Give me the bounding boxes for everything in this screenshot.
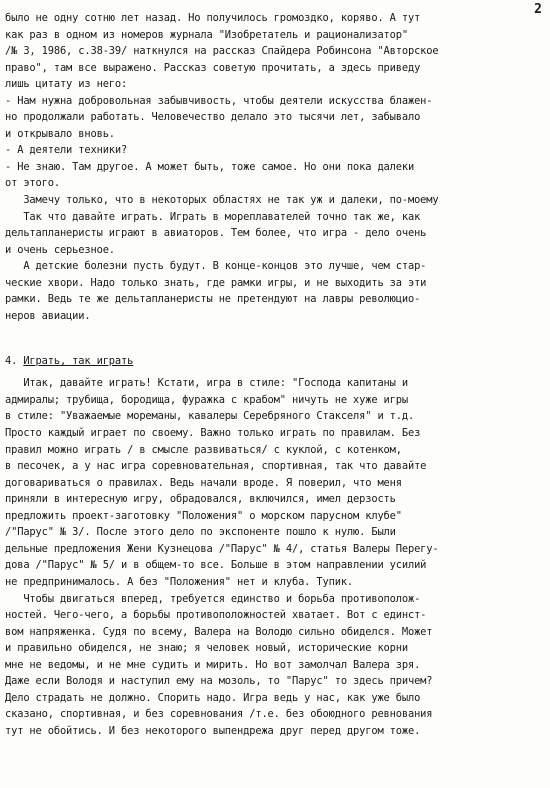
text-line: и открывало вновь. bbox=[5, 127, 115, 140]
text-line: но продолжали работать. Человечество делало это тысячи лет, забывало bbox=[5, 111, 421, 124]
text-line: тут не обойтись. И без некоторого выпендрежа друг перед другом тоже. bbox=[5, 724, 421, 737]
text-line: сказано, спортивная, и без соревнования /т.е. без обоюдного ревнования bbox=[5, 708, 433, 721]
section-play bbox=[5, 375, 547, 739]
text-line: /"Парус" № 3/. После этого дело по экспоненте пошло к нулю. Были bbox=[5, 526, 396, 539]
text-line: правил можно играть / в смысле развиваться/ с куклой, с котенком, bbox=[5, 443, 402, 456]
text-line: неров авиации. bbox=[5, 309, 91, 322]
text-line: дова /"Парус" № 5/ и в общем-то все. Больше в этом направлении усилий bbox=[5, 559, 427, 572]
text-line: приняли в интересную игру, обрадовался, включился, имел дерзость bbox=[5, 493, 396, 506]
document-body bbox=[5, 10, 547, 739]
text-line: адмиралы; трубища, бородища, фуражка с крабом" ничуть не хуже игры bbox=[5, 393, 408, 406]
page-number: 2 bbox=[534, 2, 542, 17]
text-line: ческие хвори. Надо только знать, где рамки игры, и не выходить за эти bbox=[5, 276, 427, 289]
text-line: предложить проект-заготовку "Положения" о морском парусном клубе" bbox=[5, 509, 402, 522]
text-line: ностей. Чего-чего, а борьбы противоположностей хватает. Вот с единст- bbox=[5, 609, 427, 622]
text-line: как раз в одном из номеров журнала "Изобретатель и рационализатор" bbox=[5, 28, 408, 41]
section-intro bbox=[5, 10, 547, 324]
text-line: и правильно обиделся, не знаю; я человек новый, исторические корни bbox=[5, 642, 408, 655]
section-gap bbox=[5, 324, 547, 353]
text-line: Замечу только, что в некоторых областях не так уж и далеки, по-моему bbox=[5, 194, 439, 207]
text-line: договариваться о правилах. Ведь начали вроде. Я поверил, что меня bbox=[5, 476, 402, 489]
text-line: Просто каждый играет по своему. Важно только играть по правилам. Без bbox=[5, 427, 421, 440]
text-line: и очень серьезное. bbox=[5, 243, 115, 256]
text-line: мне не ведомы, и не мне судить и мирить. Но вот замолчал Валера зря. bbox=[5, 658, 421, 671]
text-line: было не одну сотню лет назад. Но получилось громоздко, коряво. А тут bbox=[5, 12, 421, 24]
text-line: право", там все выражено. Рассказ советую прочитать, а здесь приведу bbox=[5, 61, 421, 74]
text-line: Итак, давайте играть! Кстати, игра в стиле: "Господа капитаны и bbox=[5, 377, 408, 390]
text-line: Дело страдать не должно. Спорить надо. Игра ведь у нас, как уже было bbox=[5, 691, 421, 704]
text-line: А детские болезни пусть будут. В конце-концов это лучше, чем стар- bbox=[5, 260, 427, 273]
text-line: от этого. bbox=[5, 177, 60, 190]
text-line: дельные предложения Жени Кузнецова /"Парус" № 4/, статья Валеры Перегу- bbox=[5, 542, 439, 555]
text-line: - Не знаю. Там другое. А может быть, тоже самое. Но они пока далеки bbox=[5, 160, 415, 173]
text-line: - А деятели техники? bbox=[5, 144, 128, 157]
section-number: 4. bbox=[5, 355, 24, 368]
text-line: Даже если Володя и наступил ему на мозоль, то "Парус" то здесь причем? bbox=[5, 675, 433, 688]
text-line: - Нам нужна добровольная забывчивость, чтобы деятели искусства блажен- bbox=[5, 94, 433, 107]
text-line: в песочек, а у нас игра соревновательная, спортивная, так что давайте bbox=[5, 460, 427, 473]
text-line: рамки. Ведь те же дельтапланеристы не претендуют на лавры революцио- bbox=[5, 293, 421, 306]
text-line: в стиле: "Уважаемые мореманы, кавалеры Серебряного Стакселя" и т.д. bbox=[5, 410, 415, 423]
text-line: лишь цитату из него: bbox=[5, 78, 128, 91]
section-heading bbox=[5, 353, 547, 375]
text-line: вом напряженка. Судя по всему, Валера на Володю сильно обиделся. Может bbox=[5, 625, 433, 638]
text-line: не предпринималось. А без "Положения" нет и клуба. Тупик. bbox=[5, 575, 354, 588]
text-line: Так что давайте играть. Играть в мореплавателей точно так же, как bbox=[5, 210, 421, 223]
section-title: Играть, так играть bbox=[23, 355, 134, 368]
text-line: /№ 3, 1986, с.38-39/ наткнулся на рассказ Спайдера Робинсона "Авторское bbox=[5, 45, 439, 58]
text-line: дельтапланеристы играют в авиаторов. Тем более, что игра - дело очень bbox=[5, 227, 427, 240]
text-line: Чтобы двигаться вперед, требуется единство и борьба противополож- bbox=[5, 592, 421, 605]
